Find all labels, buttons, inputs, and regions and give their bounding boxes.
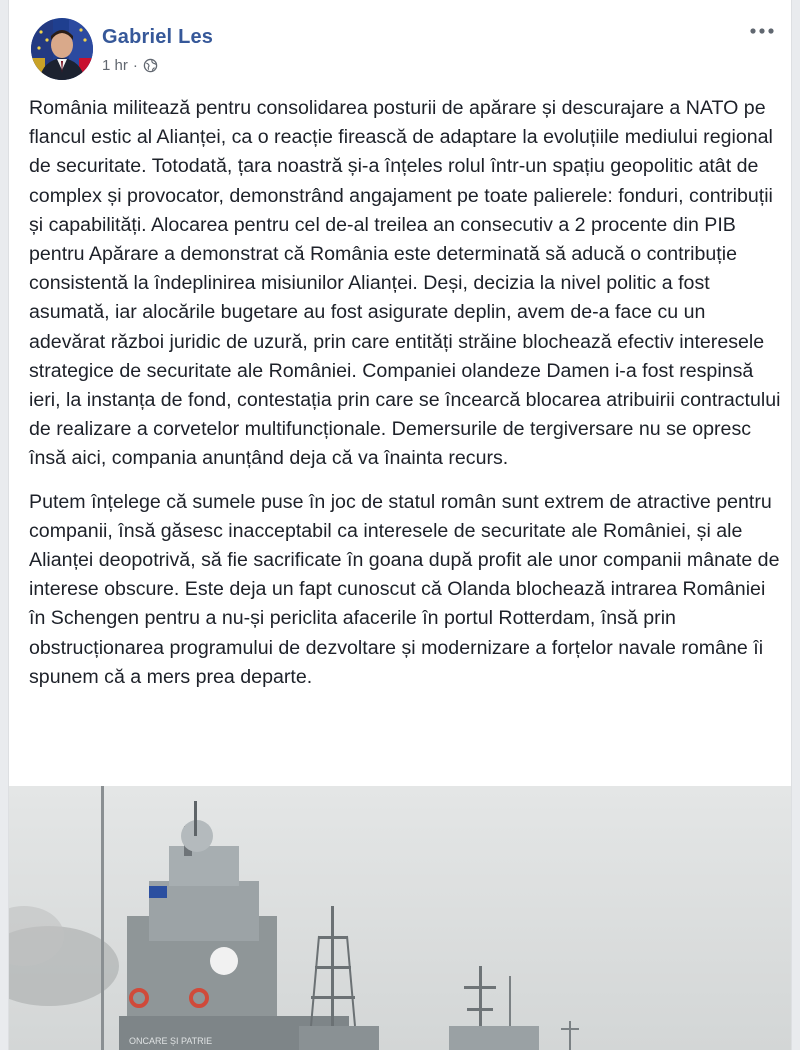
- avatar-image: [31, 18, 93, 80]
- meta-separator: ·: [132, 57, 138, 74]
- post-paragraph: România militează pentru consolidarea posturii de apărare și descurajare a NATO pe flancul estic al Alianței, ca o reacție firească de adaptare la evoluțiile mediului regional de securitate. Totodată, țara noastră și-a înțeles rolul într-un spațiu geopolitic atât de complex și provocator, demonstrând angajament pe toate palierele: fonduri, contribuții și capabilități. Alocarea pentru cel de-al treilea an consecutiv a 2 procente din PIB pentru Apărare a demonstrat că România este determinată să aducă o contribuție consistentă la îndeplinirea misiunilor Alianței. Deși, decizia la nivel politic a fost asumată, iar alocările bugetare au fost asigurate deplin, avem de-a face cu un adevărat război juridic de uzură, prin care entități străine blochează efectiv interesele strategice de securitate ale României. Companiei olandeze Damen i-a fost respinsă ieri, la instanța de fond, contestația prin care se încearcă blocarea atribuirii contractului de realizare a corvetelor multifuncționale. Demersurile de tergiversare nu se opresc însă aici, compania anunțând deja că va înainta recurs.: [29, 97, 781, 470]
- warship-image: [9, 786, 792, 1050]
- author-name[interactable]: Gabriel Les: [102, 26, 214, 48]
- post-photo[interactable]: [9, 786, 792, 1050]
- post-meta: [102, 57, 158, 74]
- more-options-icon[interactable]: [745, 20, 779, 42]
- post-header: [9, 0, 791, 88]
- hull-lettering: ONCARE ȘI PATRIE: [129, 1036, 213, 1046]
- facebook-post: [8, 0, 792, 1050]
- post-paragraph: Putem înțelege că sumele puse în joc de statul român sunt extrem de atractive pentru companii, însă găsesc inacceptabil ca interesele de securitate ale României, și ale Alianței deopotrivă, să fie sacrificate în goana după profit ale unor companii mânate de interese obscure. Este deja un fapt cunoscut că Olanda blochează intrarea României în Schengen pentru a nu-și periclita afacerile în portul Rotterdam, însă prin obstrucționarea programului de dezvoltare și modernizare a forțelor navale române îi spunem că a mers prea departe.: [29, 490, 780, 688]
- globe-icon: [143, 58, 158, 73]
- post-timestamp[interactable]: 1 hr: [102, 57, 128, 74]
- author-avatar[interactable]: [31, 18, 93, 80]
- post-text: [29, 94, 781, 692]
